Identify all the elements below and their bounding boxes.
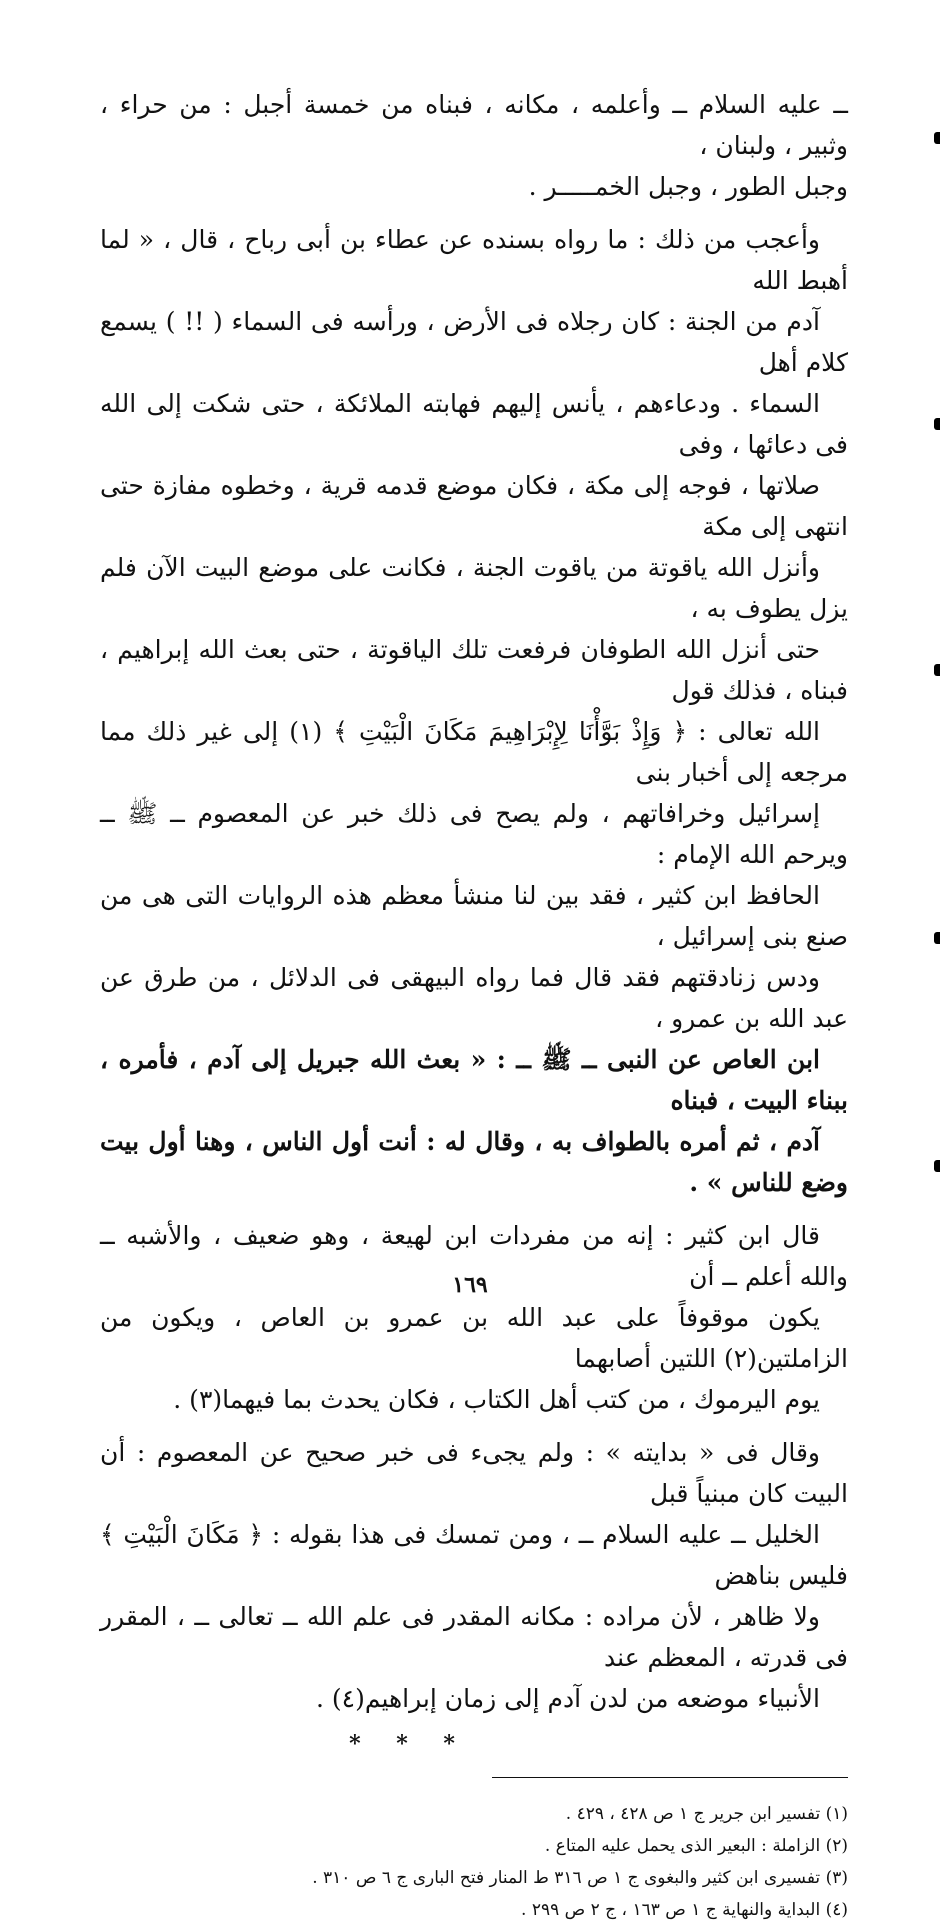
margin-mark xyxy=(934,664,940,676)
text-line: يكون موقوفاً على عبد الله بن عمرو بن العاص ، ويكون من الزاملتين(٢) اللتين أصابهما xyxy=(100,1303,848,1373)
page-body xyxy=(100,84,848,1926)
text-line: الأنبياء موضعه من لدن آدم إلى زمان إبراهيم(٤) . xyxy=(315,1684,820,1713)
page-number: ١٦٩ xyxy=(452,1272,488,1298)
text-line: الله تعالى : ﴿ وَإِذْ بَوَّأْنَا لِإِبْرَاهِيمَ مَكَانَ الْبَيْتِ ﴾ (١) إلى غير ذلك مما مرجعه إلى أخبار بنى xyxy=(100,717,848,787)
footnote: (٤) البداية والنهاية ج ١ ص ١٦٣ ، ج ٢ ص ٢٩٩ . xyxy=(521,1900,848,1920)
text-line: وجبل الطور ، وجبل الخمـــــر . xyxy=(528,172,848,201)
paragraph-2 xyxy=(100,219,848,1203)
section-separator: * * * xyxy=(349,1731,469,1757)
text-line: يوم اليرموك ، من كتب أهل الكتاب ، فكان يحدث بما فيهما(٣) . xyxy=(173,1385,820,1414)
text-line: وأنزل الله ياقوتة من ياقوت الجنة ، فكانت على موضع البيت الآن فلم يزل يطوف به ، xyxy=(100,553,848,623)
paragraph-4 xyxy=(100,1432,848,1719)
text-line: وأعجب من ذلك : ما رواه بسنده عن عطاء بن أبى رباح ، قال ، « لما أهبط الله xyxy=(100,225,848,295)
text-line: ولا ظاهر ، لأن مراده : مكانه المقدر فى علم الله ــ تعالى ــ ، المقرر فى قدرته ، المعظم عند xyxy=(100,1602,848,1672)
margin-mark xyxy=(934,932,940,944)
footnote: (٢) الزاملة : البعير الذى يحمل عليه المتاع . xyxy=(544,1836,848,1856)
paragraph-3 xyxy=(100,1215,848,1420)
footnotes xyxy=(100,1798,848,1926)
text-line: الخليل ــ عليه السلام ــ ، ومن تمسك فى هذا بقوله : ﴿ مَكَانَ الْبَيْتِ ﴾ فليس بناهض xyxy=(100,1520,848,1590)
text-line: إسرائيل وخرافاتهم ، ولم يصح فى ذلك خبر عن المعصوم ــ ﷺ ــ ويرحم الله الإمام : xyxy=(100,799,848,869)
margin-mark xyxy=(934,132,940,144)
text-line: حتى أنزل الله الطوفان فرفعت تلك الياقوتة ، حتى بعث الله إبراهيم ، فبناه ، فذلك قول xyxy=(100,635,848,705)
footnote: (٣) تفسيرى ابن كثير والبغوى ج ١ ص ٣١٦ ط المنار فتح البارى ج ٦ ص ٣١٠ . xyxy=(312,1868,848,1888)
footnote-divider xyxy=(492,1777,848,1778)
footnote: (١) تفسير ابن جرير ج ١ ص ٤٢٨ ، ٤٢٩ . xyxy=(565,1804,848,1824)
paragraph-1 xyxy=(100,84,848,207)
margin-mark xyxy=(934,1160,940,1172)
text-line: آدم من الجنة : كان رجلاه فى الأرض ، ورأسه فى السماء ( !! ) يسمع كلام أهل xyxy=(100,307,848,377)
text-line: السماء . ودعاءهم ، يأنس إليهم فهابته الملائكة ، حتى شكت إلى الله فى دعائها ، وفى xyxy=(100,389,848,459)
text-line: ودس زنادقتهم فقد قال فما رواه البيهقى فى الدلائل ، من طرق عن عبد الله بن عمرو ، xyxy=(100,963,848,1033)
text-line: الحافظ ابن كثير ، فقد بين لنا منشأ معظم هذه الروايات التى هى من صنع بنى إسرائيل ، xyxy=(100,881,848,951)
text-line: وقال فى « بدايته » : ولم يجىء فى خبر صحيح عن المعصوم : أن البيت كان مبنياً قبل xyxy=(100,1438,848,1508)
text-line: صلاتها ، فوجه إلى مكة ، فكان موضع قدمه قرية ، وخطوه مفازة حتى انتهى إلى مكة xyxy=(100,471,848,541)
hadith-line: آدم ، ثم أمره بالطواف به ، وقال له : أنت أول الناس ، وهنا أول بيت وضع للناس » . xyxy=(100,1127,848,1197)
margin-mark xyxy=(934,418,940,430)
text-line: ــ عليه السلام ــ وأعلمه ، مكانه ، فبناه من خمسة أجبل : من حراء ، وثبير ، ولبنان ، xyxy=(100,90,848,160)
text-line: قال ابن كثير : إنه من مفردات ابن لهيعة ، وهو ضعيف ، والأشبه ــ والله أعلم ــ أن xyxy=(100,1221,848,1291)
hadith-line: ابن العاص عن النبى ــ ﷺ ــ : « بعث الله جبريل إلى آدم ، فأمره ، ببناء البيت ، فبناه xyxy=(100,1045,848,1115)
